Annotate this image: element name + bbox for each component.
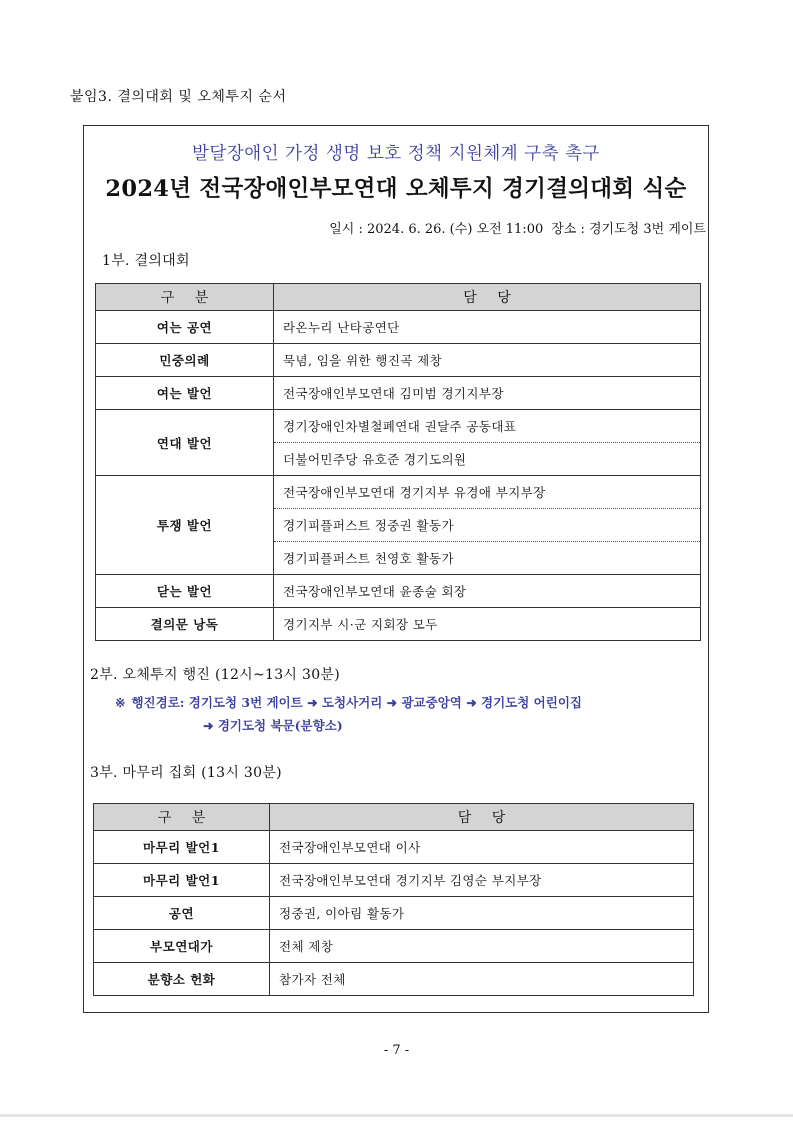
row-value: 경기피플퍼스트 정중권 활동가 xyxy=(274,509,701,542)
row-label: 여는 발언 xyxy=(96,377,274,410)
row-value: 전국장애인부모연대 경기지부 김영순 부지부장 xyxy=(270,864,694,897)
row-label: 부모연대가 xyxy=(94,930,270,963)
row-value: 정중권, 이아림 활동가 xyxy=(270,897,694,930)
part3-table xyxy=(93,803,694,996)
table-row xyxy=(96,377,701,410)
table-row xyxy=(94,831,694,864)
event-meta xyxy=(329,218,706,237)
row-label: 마무리 발언1 xyxy=(94,864,270,897)
table-header-row xyxy=(96,284,701,311)
row-value: 전국장애인부모연대 경기지부 유경애 부지부장 xyxy=(274,476,701,509)
row-label: 결의문 낭독 xyxy=(96,608,274,641)
event-place: 장소 : 경기도청 3번 게이트 xyxy=(551,222,706,237)
row-value: 경기피플퍼스트 천영호 활동가 xyxy=(274,542,701,575)
table-row xyxy=(96,476,701,509)
col-header-label: 구 분 xyxy=(94,804,270,831)
col-header-value: 담 당 xyxy=(274,284,701,311)
row-value: 전체 제창 xyxy=(270,930,694,963)
row-value: 경기장애인차별철폐연대 권달주 공동대표 xyxy=(274,410,701,443)
table-row xyxy=(96,608,701,641)
table-row xyxy=(96,344,701,377)
row-value: 묵념, 임을 위한 행진곡 제창 xyxy=(274,344,701,377)
page-number: - 7 - xyxy=(383,1043,410,1058)
row-value: 더불어민주당 유호준 경기도의원 xyxy=(274,443,701,476)
route-text-1: 행진경로: 경기도청 3번 게이트 ➜ 도청사거리 ➜ 광교중앙역 ➜ 경기도청 어린이집 xyxy=(131,695,582,710)
table-row xyxy=(94,963,694,996)
table-row xyxy=(96,410,701,443)
row-value: 라온누리 난타공연단 xyxy=(274,311,701,344)
route-line-1 xyxy=(115,693,582,711)
row-value: 전국장애인부모연대 이사 xyxy=(270,831,694,864)
row-label: 마무리 발언1 xyxy=(94,831,270,864)
part3-heading: 3부. 마무리 집회 (13시 30분) xyxy=(90,765,282,781)
route-line-2: ➜ 경기도청 북문(분향소) xyxy=(203,718,343,733)
col-header-label: 구 분 xyxy=(96,284,274,311)
part1-heading: 1부. 결의대회 xyxy=(102,253,190,269)
page-bottom-edge xyxy=(0,1114,793,1117)
part2-heading: 2부. 오체투지 행진 (12시~13시 30분) xyxy=(90,667,340,683)
document-subtitle: 발달장애인 가정 생명 보호 정책 지원체계 구축 촉구 xyxy=(192,144,600,164)
row-value: 참가자 전체 xyxy=(270,963,694,996)
row-value: 전국장애인부모연대 김미범 경기지부장 xyxy=(274,377,701,410)
row-label: 분향소 헌화 xyxy=(94,963,270,996)
note-mark: ※ xyxy=(115,695,126,710)
table-row xyxy=(96,311,701,344)
part1-table xyxy=(95,283,701,641)
table-row xyxy=(96,575,701,608)
row-label: 연대 발언 xyxy=(96,410,274,476)
table-row xyxy=(94,864,694,897)
row-label: 공연 xyxy=(94,897,270,930)
table-row xyxy=(94,897,694,930)
attachment-title: 붙임3. 결의대회 및 오체투지 순서 xyxy=(70,89,287,105)
row-label: 투쟁 발언 xyxy=(96,476,274,575)
table-header-row xyxy=(94,804,694,831)
row-value: 전국장애인부모연대 윤종술 회장 xyxy=(274,575,701,608)
col-header-value: 담 당 xyxy=(270,804,694,831)
row-label: 민중의례 xyxy=(96,344,274,377)
row-value: 경기지부 시·군 지회장 모두 xyxy=(274,608,701,641)
table-row xyxy=(94,930,694,963)
event-date: 일시 : 2024. 6. 26. (수) 오전 11:00 xyxy=(329,222,544,237)
row-label: 닫는 발언 xyxy=(96,575,274,608)
row-label: 여는 공연 xyxy=(96,311,274,344)
document-title: 2024년 전국장애인부모연대 오체투지 경기결의대회 식순 xyxy=(105,176,687,202)
